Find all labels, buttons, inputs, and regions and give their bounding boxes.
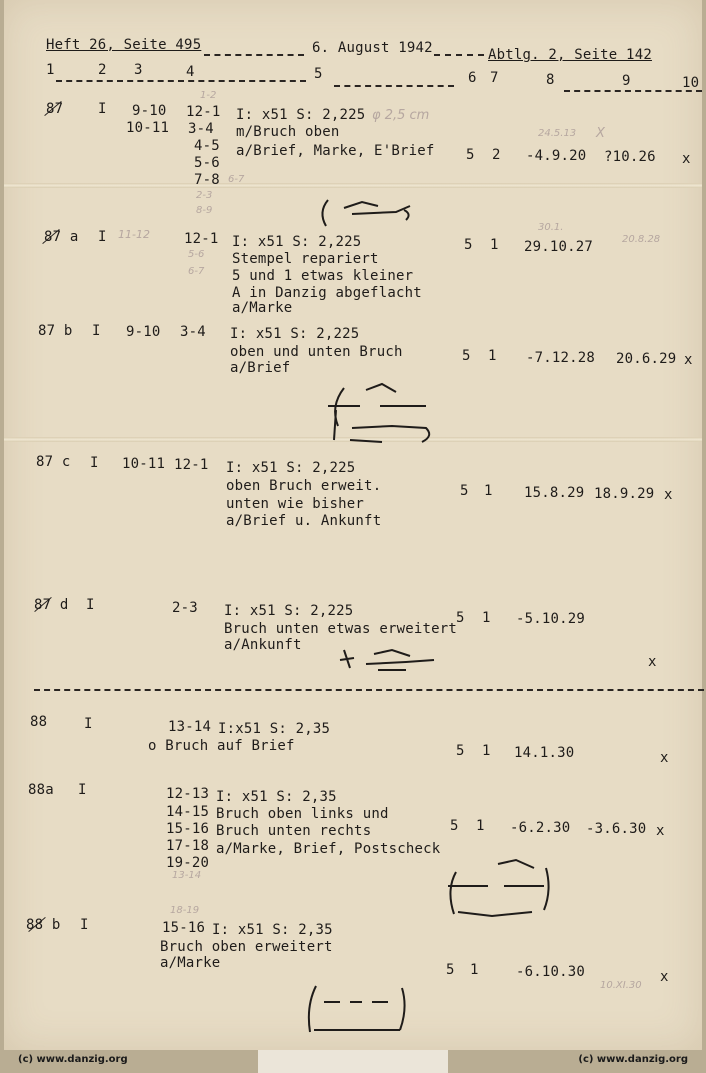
entry-col4: 7-8	[194, 172, 220, 188]
entry-col9: 20.6.29	[616, 351, 677, 367]
entry-col6: 5	[460, 483, 469, 499]
entry-col6: 5	[464, 237, 473, 253]
entry-col7: 1	[470, 962, 479, 978]
entry-number: 87 c	[36, 454, 71, 470]
pencil-note: 6-7	[188, 266, 205, 277]
entry-number: 87 b	[38, 323, 73, 339]
col-number: 7	[490, 70, 499, 86]
entry-col4: 12-1	[184, 231, 219, 247]
entry-desc: oben und unten Bruch	[230, 344, 403, 360]
entry-type: I	[90, 455, 99, 471]
col-number: 5	[314, 66, 323, 82]
entry-desc: a/Marke	[232, 300, 293, 316]
pencil-note: 18-19	[170, 905, 200, 916]
entry-col7: 2	[492, 147, 501, 163]
entry-desc: a/Brief	[230, 360, 291, 376]
col-number: 8	[546, 72, 555, 88]
entry-col10: x	[664, 487, 673, 503]
pencil-note: 24.5.13	[538, 128, 577, 139]
pencil-note: X	[596, 126, 605, 141]
entry-col8: -6.10.30	[516, 964, 586, 980]
entry-desc: m/Bruch oben	[236, 124, 340, 140]
copyright-right: (c) www.danzig.org	[578, 1054, 688, 1065]
entry-number: 87 a	[44, 229, 79, 245]
entry-col8: -5.10.29	[516, 611, 586, 627]
entry-desc: 5 und 1 etwas kleiner	[232, 268, 414, 284]
entry-col4: 19-20	[166, 855, 210, 871]
entry-type: I	[98, 101, 107, 117]
postmark-break-sketch	[444, 856, 554, 926]
scan-strip	[258, 1050, 448, 1073]
entry-col10: x	[648, 654, 657, 670]
entry-desc: a/Marke, Brief, Postscheck	[216, 841, 441, 857]
entry-col7: 1	[482, 743, 491, 759]
entry-desc: I: x51 S: 2,225	[224, 603, 354, 619]
pencil-note: 20.8.28	[622, 234, 661, 245]
entry-col10: x	[656, 823, 665, 839]
pencil-note: 5-6	[188, 249, 205, 260]
col-number: 6	[468, 70, 477, 86]
postmark-break-sketch	[314, 196, 424, 232]
entry-type: I	[98, 229, 107, 245]
postmark-break-sketch	[296, 980, 416, 1040]
entry-type: I	[92, 323, 101, 339]
entry-col8: 15.8.29	[524, 485, 585, 501]
entry-col4: 15-16	[162, 920, 206, 936]
entry-desc: I: x51 S: 2,225	[230, 326, 360, 342]
entry-col3: 9-10	[126, 324, 161, 340]
entry-desc: unten wie bisher	[226, 496, 365, 512]
col-number: 10	[682, 75, 700, 91]
entry-type: I	[84, 716, 93, 732]
entry-desc: Bruch oben erweitert	[160, 939, 333, 955]
heft-reference: Heft 26, Seite 495	[46, 37, 202, 53]
abtlg-reference: Abtlg. 2, Seite 142	[488, 47, 652, 63]
entry-col4: 14-15	[166, 804, 210, 820]
entry-col3: 10-11	[122, 456, 166, 472]
entry-number: 87 d	[34, 597, 69, 613]
entry-desc: I: x51 S: 2,225	[226, 460, 356, 476]
entry-desc: a/Marke	[160, 955, 221, 971]
entry-desc: oben Bruch erweit.	[226, 478, 382, 494]
entry-col7: 1	[484, 483, 493, 499]
entry-col6: 5	[456, 743, 465, 759]
entry-desc: a/Brief u. Ankunft	[226, 513, 382, 529]
entry-type: I	[78, 782, 87, 798]
entry-number: 88	[30, 714, 48, 730]
entry-number: 88a	[28, 782, 54, 798]
entry-col7: 1	[476, 818, 485, 834]
header-dash	[56, 80, 306, 82]
entry-col8: 14.1.30	[514, 745, 575, 761]
col-number: 3	[134, 62, 143, 78]
entry-col7: 1	[488, 348, 497, 364]
entry-col4: 4-5	[194, 138, 220, 154]
entry-col4: 12-13	[166, 786, 210, 802]
entry-desc: Stempel repariert	[232, 251, 379, 267]
entry-col9: ?10.26	[604, 149, 656, 165]
entry-col3: 10-11	[126, 120, 170, 136]
entry-desc: I: x51 S: 2,225	[236, 107, 366, 123]
entry-desc: a/Ankunft	[224, 637, 302, 653]
col-number: 9	[622, 73, 631, 89]
pencil-note: 8-9	[196, 205, 213, 216]
entry-col4: 5-6	[194, 155, 220, 171]
entry-desc: o Bruch auf Brief	[148, 738, 295, 754]
entry-col4: 15-16	[166, 821, 210, 837]
col-number: 2	[98, 62, 107, 78]
entry-col6: 5	[456, 610, 465, 626]
entry-col4: 12-1	[186, 104, 221, 120]
header-dash	[204, 54, 304, 56]
entry-desc: Bruch oben links und	[216, 806, 389, 822]
copyright-left: (c) www.danzig.org	[18, 1054, 128, 1065]
entry-col8: -6.2.30	[510, 820, 571, 836]
postmark-break-sketch	[334, 646, 444, 676]
entry-col10: x	[660, 750, 669, 766]
pencil-note: 1-2	[200, 90, 217, 101]
record-page	[4, 0, 702, 1050]
footer-bar	[0, 1050, 706, 1073]
entry-desc: I:x51 S: 2,35	[218, 721, 331, 737]
entry-desc: Bruch unten rechts	[216, 823, 372, 839]
header-dash	[564, 90, 702, 92]
col-number: 4	[186, 64, 195, 80]
pencil-note: 2-3	[196, 190, 213, 201]
paper-fold	[4, 183, 702, 188]
entry-col8: -4.9.20	[526, 148, 587, 164]
entry-col7: 1	[482, 610, 491, 626]
entry-col4: 17-18	[166, 838, 210, 854]
entry-col4: 3-4	[180, 324, 206, 340]
entry-col6: 5	[450, 818, 459, 834]
pencil-note: 10.XI.30	[600, 980, 642, 991]
pencil-note: 11-12	[118, 228, 150, 241]
pencil-note: 6-7	[228, 174, 245, 185]
entry-col3: 9-10	[132, 103, 167, 119]
entry-col6: 5	[462, 348, 471, 364]
entry-desc: A in Danzig abgeflacht	[232, 285, 422, 301]
entry-desc: I: x51 S: 2,225	[232, 234, 362, 250]
entry-col8: 29.10.27	[524, 239, 594, 255]
entry-desc: I: x51 S: 2,35	[216, 789, 337, 805]
entry-number: 88 b	[26, 917, 61, 933]
entry-col9: 18.9.29	[594, 486, 655, 502]
entry-col9: -3.6.30	[586, 821, 647, 837]
col-number: 1	[46, 62, 55, 78]
header-dash	[334, 85, 454, 87]
entry-col4: 13-14	[168, 719, 212, 735]
postmark-break-sketch	[322, 380, 442, 450]
entry-desc: a/Brief, Marke, E'Brief	[236, 143, 435, 159]
entry-col4: 2-3	[172, 600, 198, 616]
entry-col4: 12-1	[174, 457, 209, 473]
entry-type: I	[86, 597, 95, 613]
entry-col10: x	[682, 151, 691, 167]
entry-col4: 3-4	[188, 121, 214, 137]
entry-col6: 5	[446, 962, 455, 978]
entry-desc: I: x51 S: 2,35	[212, 922, 333, 938]
entry-col10: x	[684, 352, 693, 368]
header-date: 6. August 1942	[312, 40, 433, 56]
entry-number: 87	[46, 101, 64, 117]
pencil-note: 13-14	[172, 870, 202, 881]
entry-col8: -7.12.28	[526, 350, 596, 366]
header-dash	[434, 54, 484, 56]
entry-col6: 5	[466, 147, 475, 163]
pencil-note: 30.1.	[538, 222, 564, 233]
entry-desc: Bruch unten etwas erweitert	[224, 621, 457, 637]
entry-col10: x	[660, 969, 669, 985]
section-separator	[34, 689, 704, 691]
pencil-note: φ 2,5 cm	[372, 108, 430, 123]
entry-type: I	[80, 917, 89, 933]
entry-col7: 1	[490, 237, 499, 253]
